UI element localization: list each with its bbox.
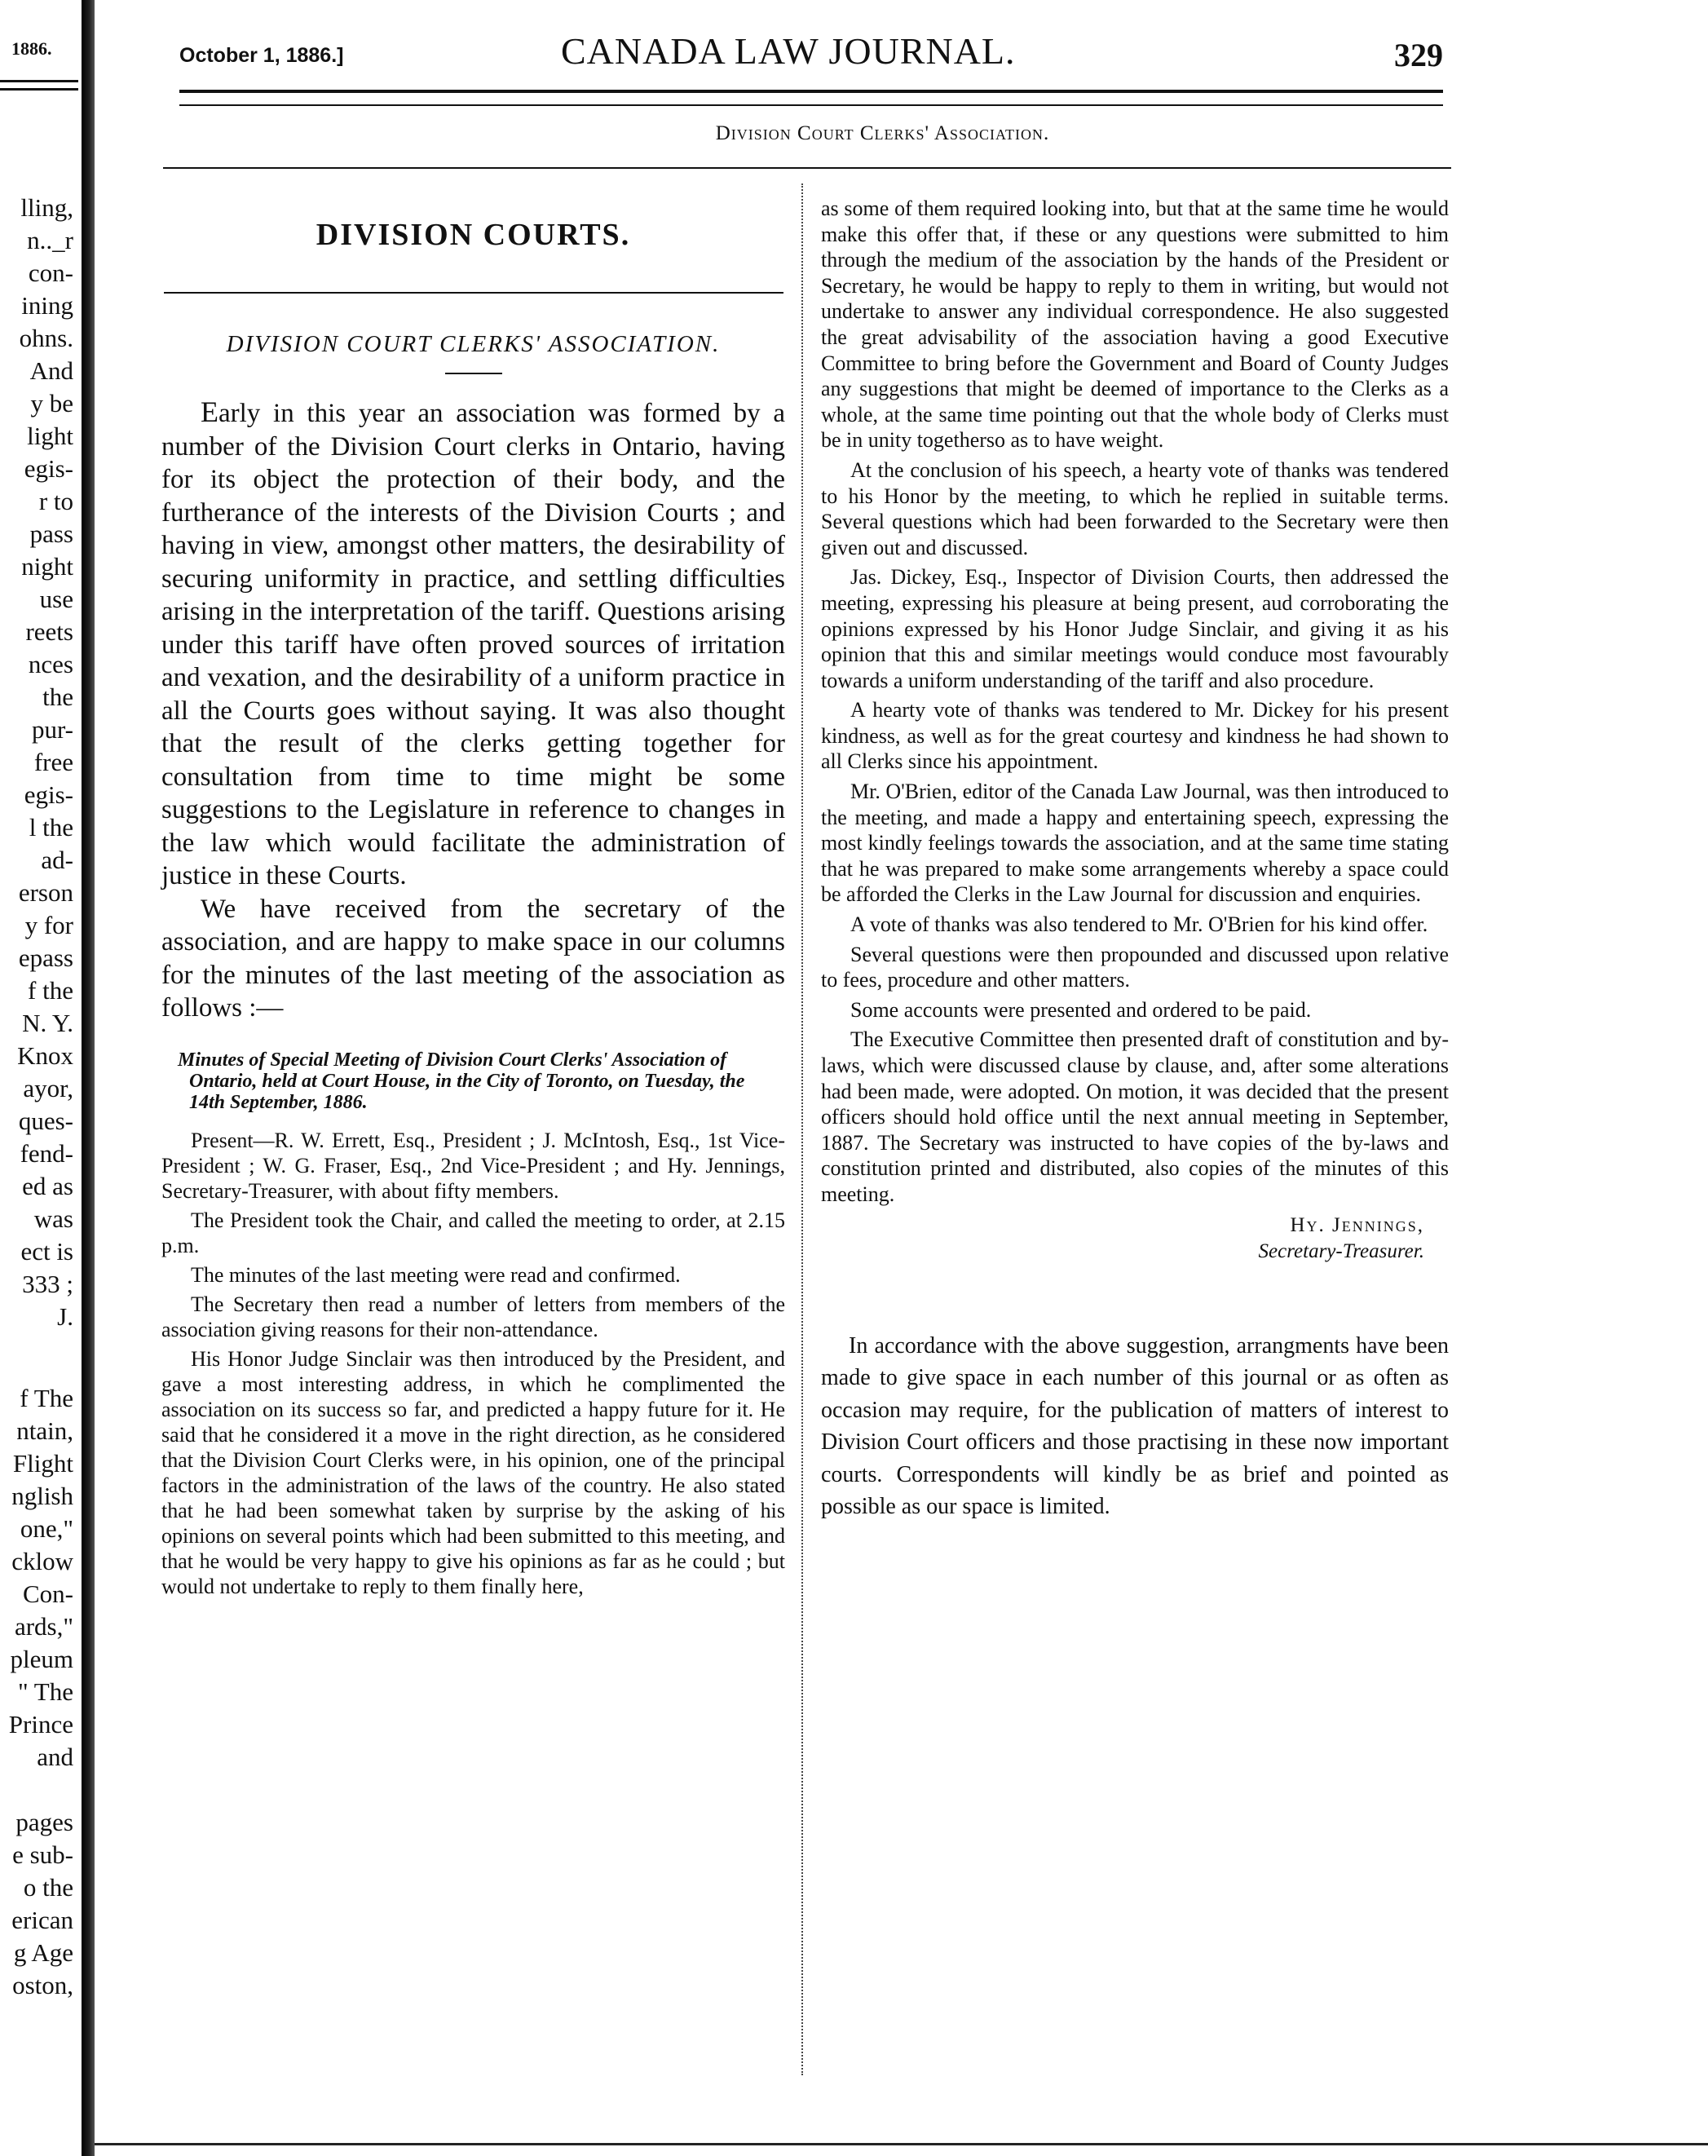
adjacent-page-fragment: y be bbox=[30, 389, 73, 418]
adjacent-page-fragment: ayor, bbox=[23, 1074, 73, 1102]
adjacent-page-fragment: And bbox=[29, 356, 73, 385]
adjacent-page-fragment: fend- bbox=[20, 1139, 73, 1168]
adjacent-page-fragment: egis- bbox=[24, 454, 73, 483]
adjacent-page-fragment: egis- bbox=[24, 780, 73, 809]
adjacent-page-fragment: ect is bbox=[20, 1237, 73, 1266]
adjacent-page-fragment: ining bbox=[21, 291, 73, 320]
minutes-paragraph: The President took the Chair, and called the meeting to order, at 2.15 p.m. bbox=[161, 1208, 785, 1257]
adjacent-page-fragment: nglish bbox=[11, 1482, 73, 1510]
editorial-note: In accordance with the above suggestion, arrangments have been made to give space in each number of this journal or as often as occasion may require, for the publication of matters of interest to Division Court officers and those practising in these now important courts. Correspondents will kindly be as brief and pointed as possible as our space is limited. bbox=[821, 1332, 1449, 1520]
column-divider bbox=[801, 183, 803, 2075]
adjacent-page-fragment: ards," bbox=[14, 1612, 73, 1641]
adjacent-page-fragment: pages bbox=[15, 1808, 73, 1836]
heading-rule bbox=[164, 292, 783, 294]
minutes-paragraph: His Honor Judge Sinclair was then introduced by the President, and gave a most interesting address, in which he complimented the association on its success so far, and predicted a happy future for it. He said that he considered it a move in the right direction, as he considered that the Division Court Clerks were, in his opinion, one of the principal factors in the administration of the laws of the country. He also stated that he had been somewhat taken by surprise by the asking of his opinions on several points which had been submitted to this meeting, and that he would be very happy to give his opinions as far as he could ; but would not undertake to reply to them finally here, bbox=[161, 1346, 785, 1598]
adjacent-page-fragment: lling, bbox=[20, 193, 73, 222]
minutes-paragraph: A hearty vote of thanks was tendered to Mr. Dickey for his present kindness, as well as for the great courtesy and kindness he had shown to all Clerks since his appointment. bbox=[821, 698, 1449, 774]
adjacent-page-fragment: free bbox=[33, 748, 73, 776]
article-heading: DIVISION COURTS. bbox=[316, 218, 631, 252]
adjacent-page-fragment: erson bbox=[18, 878, 73, 907]
adjacent-page-fragment: oston, bbox=[12, 1971, 73, 1999]
minutes-paragraph: At the conclusion of his speech, a hearty vote of thanks was tendered to his Honor by the meeting, to which he replied in suitable terms. Several questions which had been forwarded to the Secretary were then given out and discussed. bbox=[821, 457, 1449, 559]
adjacent-page-fragment: use bbox=[39, 585, 73, 613]
page-number: 329 bbox=[1394, 37, 1443, 73]
adjacent-page-fragment: cklow bbox=[11, 1547, 73, 1575]
adjacent-page-fragment: ques- bbox=[18, 1107, 73, 1135]
minutes-paragraph: Several questions were then propounded and discussed upon relative to fees, procedure and other matters. bbox=[821, 942, 1449, 992]
running-header bbox=[179, 29, 1443, 86]
adjacent-page-fragment: f The bbox=[20, 1384, 73, 1412]
section-heading: DIVISION COURT CLERKS' ASSOCIATION. bbox=[226, 331, 721, 357]
adjacent-page-fragment: ad- bbox=[41, 846, 73, 874]
minutes-paragraph: Present—R. W. Errett, Esq., President ; J. McIntosh, Esq., 1st Vice-President ; W. G. Fraser, Esq., 2nd Vice-President ; and Hy. Jennings, Secretary-Treasurer, with about fifty members. bbox=[161, 1128, 785, 1203]
adjacent-page-fragment: ed as bbox=[22, 1172, 73, 1200]
adjacent-page-fragment: Con- bbox=[23, 1579, 73, 1608]
minutes-heading: Minutes of Special Meeting of Division Court Clerks' Association of Ontario, held at Court House, in the City of Toronto, on Tuesday, the 14th September, 1886. bbox=[178, 1049, 745, 1113]
adjacent-page-fragment: Knox bbox=[17, 1041, 73, 1070]
adjacent-page-strip bbox=[0, 0, 78, 2156]
minutes-paragraph: The Executive Committee then presented draft of constitution and by-laws, which were discussed clause by clause, and, after some alterations had been made, were adopted. On motion, it was decided that the present officers should hold office until the next annual meeting in September, 1887. The Secretary was instructed to have copies of the by-laws and constitution printed and distributed, also copies of the minutes of this meeting. bbox=[821, 1027, 1449, 1206]
adjacent-page-fragment: ntain, bbox=[16, 1416, 73, 1445]
adjacent-page-fragment: was bbox=[33, 1204, 73, 1233]
journal-title: CANADA LAW JOURNAL. bbox=[561, 30, 1016, 72]
adjacent-page-fragment: night bbox=[21, 552, 73, 581]
adjacent-page-fragment: pur- bbox=[31, 715, 73, 744]
adjacent-page-fragment: reets bbox=[25, 617, 73, 646]
signature-title: Secretary-Treasurer. bbox=[1258, 1239, 1424, 1262]
adjacent-page-fragment: pass bbox=[29, 519, 73, 548]
adjacent-page-rule bbox=[0, 88, 78, 91]
signature-block bbox=[821, 1213, 1424, 1265]
minutes-paragraph: A vote of thanks was also tendered to Mr. O'Brien for his kind offer. bbox=[850, 912, 1428, 937]
adjacent-page-fragment: epass bbox=[18, 943, 73, 972]
minutes-paragraph: as some of them required looking into, but that at the same time he would make this offer that, if these or any questions were submitted to him through the medium of the association by the hands of the President or Secretary, he would be happy to reply to them in writing, but would not undertake to answer any individual correspondence. He also suggested the great advisability of the association having a good Executive Committee to bring before the Government and Board of County Judges any suggestions that might be deemed of importance to the Clerks as a whole, at the same time pointing out that the whole body of Clerks must be in unity togetherso as to have weight. bbox=[821, 197, 1449, 453]
adjacent-page-fragment: erican bbox=[11, 1906, 73, 1934]
short-rule bbox=[445, 373, 502, 374]
adjacent-page-fragment: and bbox=[37, 1743, 73, 1771]
bottom-edge bbox=[95, 2143, 1708, 2145]
page-binding bbox=[82, 0, 95, 2156]
right-column bbox=[821, 196, 1449, 1523]
adjacent-page-fragment: light bbox=[27, 422, 73, 450]
adjacent-page-fragment: e sub- bbox=[12, 1840, 73, 1869]
adjacent-page-fragment: l the bbox=[29, 813, 73, 842]
left-column bbox=[161, 196, 785, 1603]
minutes-paragraph: The minutes of the last meeting were read and confirmed. bbox=[191, 1262, 681, 1287]
intro-paragraph: We have received from the secretary of the association, and are happy to make space in our columns for the minutes of the last meeting of the association as follows :— bbox=[161, 894, 785, 1023]
subhead-rule bbox=[163, 167, 1451, 169]
adjacent-page-fragment: r to bbox=[38, 487, 73, 515]
intro-paragraph: Early in this year an association was formed by a number of the Division Court clerks in Ontario, having for its object the protection of their body, and the furtherance of the interests of the Division Courts ; and having in view, amongst other matters, the desirability of securing uniformity in practice, and settling difficulties arising in the interpretation of the tariff. Questions arising under this tariff have often proved sources of irritation and vexation, and the desirability of a uniform practice in all the Courts goes without saying. It was also thought that the result of the clerks getting together for consultation from time to time might be some suggestions to the Legislature in reference to changes in the law which would facilitate the administration of justice in these Courts. bbox=[161, 395, 785, 890]
adjacent-page-fragment: nces bbox=[28, 650, 73, 678]
adjacent-page-fragment: y for bbox=[24, 911, 73, 939]
adjacent-page-fragment: g Age bbox=[13, 1938, 73, 1967]
adjacent-page-fragment: the bbox=[42, 683, 73, 711]
adjacent-page-rule bbox=[0, 80, 78, 82]
minutes-paragraph: Some accounts were presented and ordered to be paid. bbox=[850, 997, 1312, 1022]
adjacent-page-year: 1886. bbox=[11, 38, 52, 59]
adjacent-page-fragment: pleum bbox=[10, 1645, 73, 1673]
minutes-paragraph: Jas. Dickey, Esq., Inspector of Division Courts, then addressed the meeting, expressing his pleasure at being present, aud corroborating the opinions expressed by his Honor Judge Sinclair, and giving it as his opinion that this and similar meetings would conduce most favourably towards a uniform understanding of the tariff and also procedure. bbox=[821, 565, 1449, 692]
header-double-rule bbox=[179, 90, 1443, 106]
minutes-paragraph: The Secretary then read a number of letters from members of the association giving reasons for their non-attendance. bbox=[161, 1292, 785, 1341]
adjacent-page-fragment: one," bbox=[20, 1514, 73, 1543]
adjacent-page-fragment: " The bbox=[17, 1677, 73, 1706]
adjacent-page-fragment: N. Y. bbox=[22, 1009, 73, 1037]
adjacent-page-fragment: 333 ; bbox=[22, 1270, 73, 1298]
signature-name: Hy. Jennings, bbox=[1290, 1213, 1424, 1236]
adjacent-page-fragment: Flight bbox=[12, 1449, 73, 1478]
adjacent-page-fragment: Prince bbox=[8, 1710, 73, 1738]
adjacent-page-fragment: n.._r bbox=[27, 226, 73, 254]
section-subhead: Division Court Clerks' Association. bbox=[715, 122, 1050, 144]
adjacent-page-fragment: ohns. bbox=[19, 324, 73, 352]
minutes-paragraph: Mr. O'Brien, editor of the Canada Law Journal, was then introduced to the meeting, and made a happy and entertaining speech, expressing the most kindly feelings towards the association, and at the same time stating that he was prepared to make some arrangements whereby a space could be afforded the Clerks in the Law Journal for discussion and enquiries. bbox=[821, 780, 1449, 907]
header-date: October 1, 1886.] bbox=[179, 44, 344, 67]
adjacent-page-fragment: con- bbox=[28, 258, 73, 287]
adjacent-page-fragment: f the bbox=[28, 976, 73, 1005]
adjacent-page-fragment: o the bbox=[23, 1873, 73, 1902]
adjacent-page-fragment: J. bbox=[57, 1302, 73, 1331]
